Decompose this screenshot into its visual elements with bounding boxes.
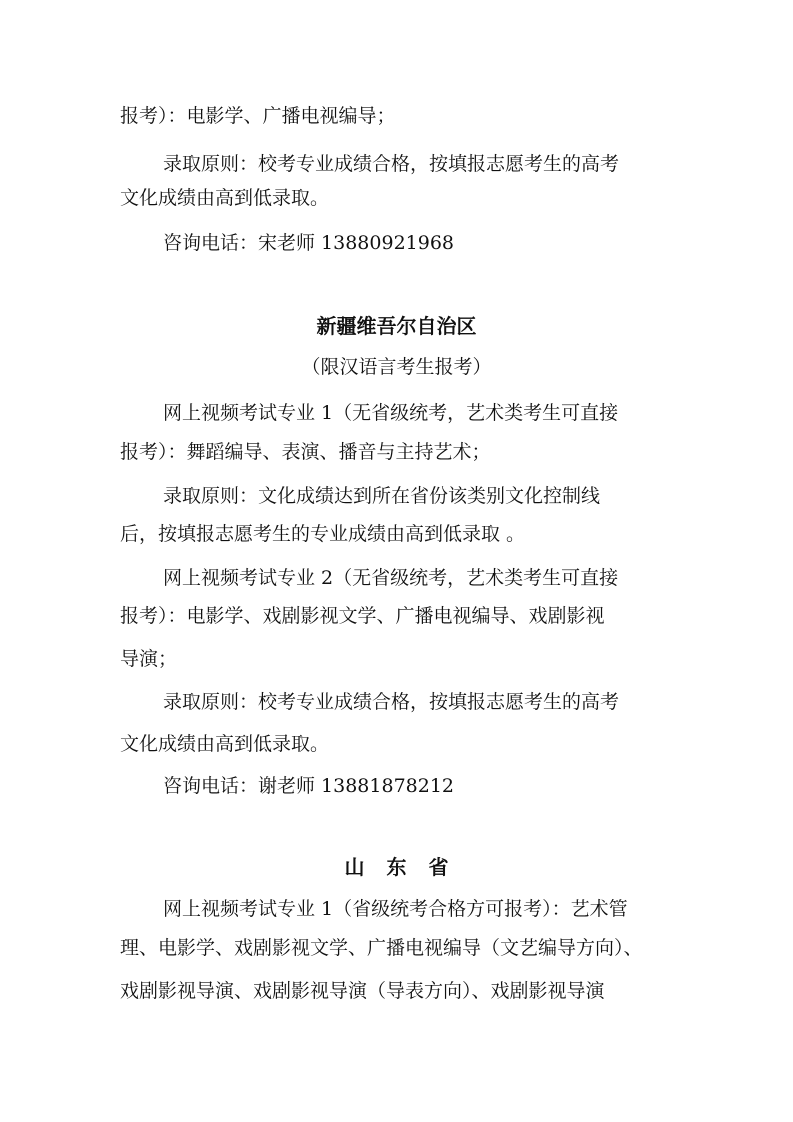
- text-line: 文化成绩由高到低录取。: [120, 733, 330, 755]
- contact-line: 咨询电话：宋老师 13880921968: [163, 232, 455, 254]
- text-line: 文化成绩由高到低录取。: [120, 187, 330, 209]
- section-heading-shandong: 山东省: [344, 855, 471, 879]
- text-line: 理、电影学、戏剧影视文学、广播电视编导（文艺编导方向）、: [120, 937, 643, 959]
- text-line: 戏剧影视导演、戏剧影视导演（导表方向）、戏剧影视导演: [120, 980, 605, 1002]
- section-subheading: （限汉语言考生报考）: [301, 356, 492, 378]
- section-heading-xinjiang: 新疆维吾尔自治区: [316, 314, 477, 338]
- text-line: 报考）：电影学、戏剧影视文学、广播电视编导、戏剧影视: [120, 605, 605, 627]
- text-line: 报考）：电影学、广播电视编导；: [120, 105, 396, 127]
- text-line: 报考）：舞蹈编导、表演、播音与主持艺术；: [120, 441, 491, 463]
- text-line: 导演；: [120, 648, 178, 670]
- text-line: 后，按填报志愿考生的专业成绩由高到低录取 。: [120, 523, 526, 545]
- text-line: 录取原则：校考专业成绩合格，按填报志愿考生的高考: [163, 153, 620, 175]
- text-line: 录取原则：文化成绩达到所在省份该类别文化控制线: [163, 485, 601, 507]
- contact-line: 咨询电话：谢老师 13881878212: [163, 775, 455, 797]
- text-line: 录取原则：校考专业成绩合格，按填报志愿考生的高考: [163, 691, 620, 713]
- text-line: 网上视频考试专业 1（无省级统考，艺术类考生可直接: [163, 402, 619, 424]
- text-line: 网上视频考试专业 2（无省级统考，艺术类考生可直接: [163, 567, 619, 589]
- text-line: 网上视频考试专业 1（省级统考合格方可报考）：艺术管: [163, 898, 628, 920]
